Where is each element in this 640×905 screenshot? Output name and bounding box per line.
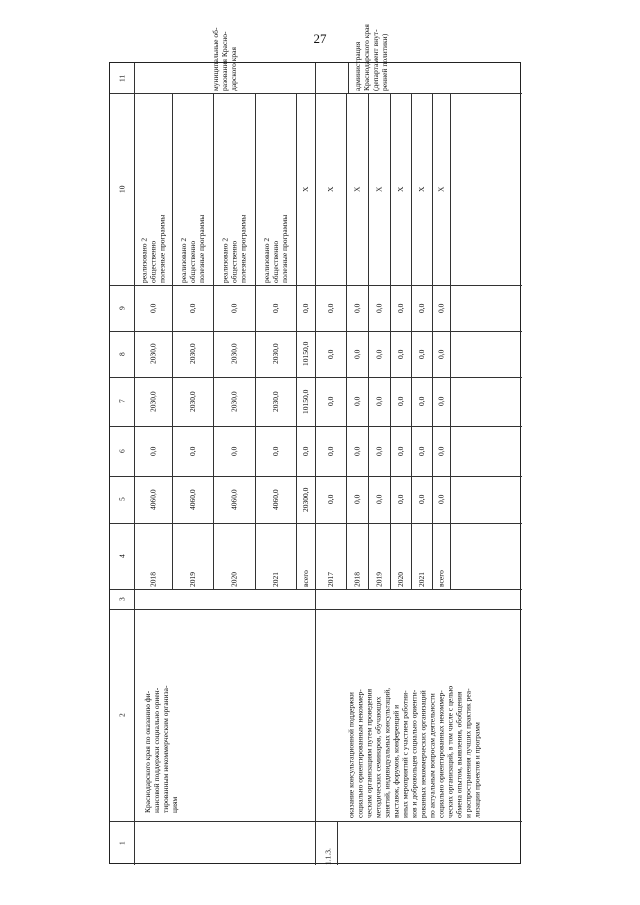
s1-row4-col5: 4060,0 [271, 489, 280, 510]
s2-row6-col6: 0,0 [436, 446, 446, 456]
s2-row2-year: 2018 [352, 572, 362, 587]
column-header-10: 10 [117, 185, 127, 193]
column-header-3: 3 [117, 597, 127, 601]
s2-row1-col8: 0,0 [326, 349, 335, 359]
s1-row1-col7: 2030,0 [148, 391, 158, 412]
s2-row1-col9: 0,0 [326, 303, 335, 313]
s1-row2-col8: 2030,0 [188, 343, 197, 365]
s1-row3-col7: 2030,0 [229, 391, 239, 412]
s1-row5-year: всего [301, 570, 310, 587]
s2-row3-col7: 0,0 [374, 396, 384, 407]
column-header-8: 8 [117, 352, 127, 356]
s2-row4-col7: 0,0 [396, 396, 405, 407]
s2-row1-col7: 0,0 [326, 396, 335, 407]
s2-row5-col5: 0,0 [417, 494, 426, 505]
s2-row3-year: 2019 [374, 572, 384, 587]
s1-row1-col6: 0,0 [148, 446, 158, 456]
s1-row5-col9: 0,0 [301, 303, 310, 313]
column-header-6: 6 [117, 449, 127, 453]
s1-row3-col5: 4060,0 [229, 489, 239, 510]
section2-description: оказание консультационной поддержки социально ориентированным некоммер- ческим организациям путем проведения методических семинаров, обучающих занятий, индивидуальных консультаций, выставок, форумов, конференций и иных мероприятий с участием работни- ков и добровольцев социально ориенти- рованных некоммерческих организаций по актуальным вопросам деятельности социально ориентированных некоммер- ческих организаций, в том числе с целью обмена опытом, выявления, обобщения и распространения лучших практик реа- лизации проектов и программ [346, 685, 482, 818]
s2-row2-col6: 0,0 [352, 446, 362, 456]
s1-row1-col9: 0,0 [148, 303, 158, 313]
s2-row3-col9: 0,0 [374, 303, 384, 313]
s1-row1-year: 2018 [148, 572, 158, 587]
column-header-11: 11 [117, 74, 127, 82]
s1-row4-year: 2021 [271, 572, 280, 587]
column-header-1: 1 [117, 841, 127, 845]
s1-row2-col6: 0,0 [188, 446, 197, 456]
s1-row5-col7: 10150,0 [301, 389, 310, 414]
s1-row4-col7: 2030,0 [271, 391, 280, 412]
s2-row4-col9: 0,0 [396, 303, 405, 313]
s2-row5-col8: 0,0 [417, 349, 426, 359]
s1-row3-col10: реализовано 2 общественно полезные программы [220, 214, 248, 283]
s2-row6-col5: 0,0 [436, 494, 446, 505]
s2-row3-col5: 0,0 [374, 494, 384, 505]
s1-row4-col8: 2030,0 [271, 343, 280, 365]
s2-row2-col8: 0,0 [352, 349, 362, 359]
column-header-7: 7 [117, 399, 127, 404]
s2-row5-col9: 0,0 [417, 303, 426, 313]
s2-row6-col8: 0,0 [436, 349, 446, 359]
s2-row6-col7: 0,0 [436, 396, 446, 407]
s2-row6-col9: 0,0 [436, 303, 446, 313]
s2-row6-year: всего [436, 570, 446, 587]
s2-row4-col6: 0,0 [396, 446, 405, 456]
s2-row2-col5: 0,0 [352, 494, 362, 505]
s2-row1-col6: 0,0 [326, 446, 335, 456]
s2-row5-col10: Х [417, 186, 426, 192]
s1-row2-col9: 0,0 [188, 303, 197, 313]
s2-row3-col6: 0,0 [374, 446, 384, 456]
s1-row1-col5: 4060,0 [148, 489, 158, 510]
s2-row2-col9: 0,0 [352, 303, 362, 313]
s1-row3-year: 2020 [229, 572, 239, 587]
s2-row5-col6: 0,0 [417, 446, 426, 456]
s1-row1-col8: 2030,0 [148, 343, 158, 365]
s2-row4-year: 2020 [396, 572, 405, 587]
column-header-5: 5 [117, 497, 127, 502]
s2-row1-col5: 0,0 [326, 494, 335, 505]
s1-row5-col10: Х [301, 186, 310, 192]
s2-row5-col7: 0,0 [417, 396, 426, 407]
s1-row4-col10: реализовано 2 общественно полезные программы [262, 214, 289, 283]
s2-row6-col10: Х [436, 186, 446, 192]
s1-row4-col9: 0,0 [271, 303, 280, 313]
s1-row2-col5: 4060,0 [188, 489, 197, 510]
s1-row3-col6: 0,0 [229, 446, 239, 456]
s2-row3-col10: Х [374, 186, 384, 192]
s2-row1-year: 2017 [326, 572, 335, 587]
s2-row4-col8: 0,0 [396, 349, 405, 359]
section1-description: Краснодарского края по оказанию фи- нансовой поддержки социально ориен- тированным некоммерческим организа- циям [143, 685, 179, 813]
s2-row2-col7: 0,0 [352, 396, 362, 407]
s1-row1-col10: реализовано 2 общественно полезные программы [139, 214, 167, 283]
column-header-4: 4 [117, 554, 127, 558]
section2-number: 1.1.3. [323, 848, 333, 865]
s1-row5-col5: 20300,0 [301, 487, 310, 512]
s1-row2-year: 2019 [188, 572, 197, 587]
s2-row2-col10: Х [352, 186, 362, 192]
section1-executor: муниципальные об- разования Красно- дарского края [211, 27, 238, 91]
page-number: 27 [313, 31, 327, 46]
s1-row3-col9: 0,0 [229, 303, 239, 313]
s1-row2-col10: реализовано 2 общественно полезные программы [179, 214, 206, 283]
s2-row4-col10: Х [396, 186, 405, 192]
column-header-2: 2 [117, 713, 127, 717]
s1-row3-col8: 2030,0 [229, 343, 239, 365]
column-header-9: 9 [117, 306, 127, 310]
s1-row4-col6: 0,0 [271, 446, 280, 456]
s2-row5-year: 2021 [417, 572, 426, 587]
s2-row4-col5: 0,0 [396, 494, 405, 505]
s1-row5-col8: 10150,0 [301, 341, 310, 367]
section2-executor: администрация Краснодарского края (департамент внут- ренней политики) [353, 24, 389, 91]
s1-row5-col6: 0,0 [301, 446, 310, 456]
s2-row3-col8: 0,0 [374, 349, 384, 359]
s1-row2-col7: 2030,0 [188, 391, 197, 412]
s2-row1-col10: Х [326, 186, 335, 192]
